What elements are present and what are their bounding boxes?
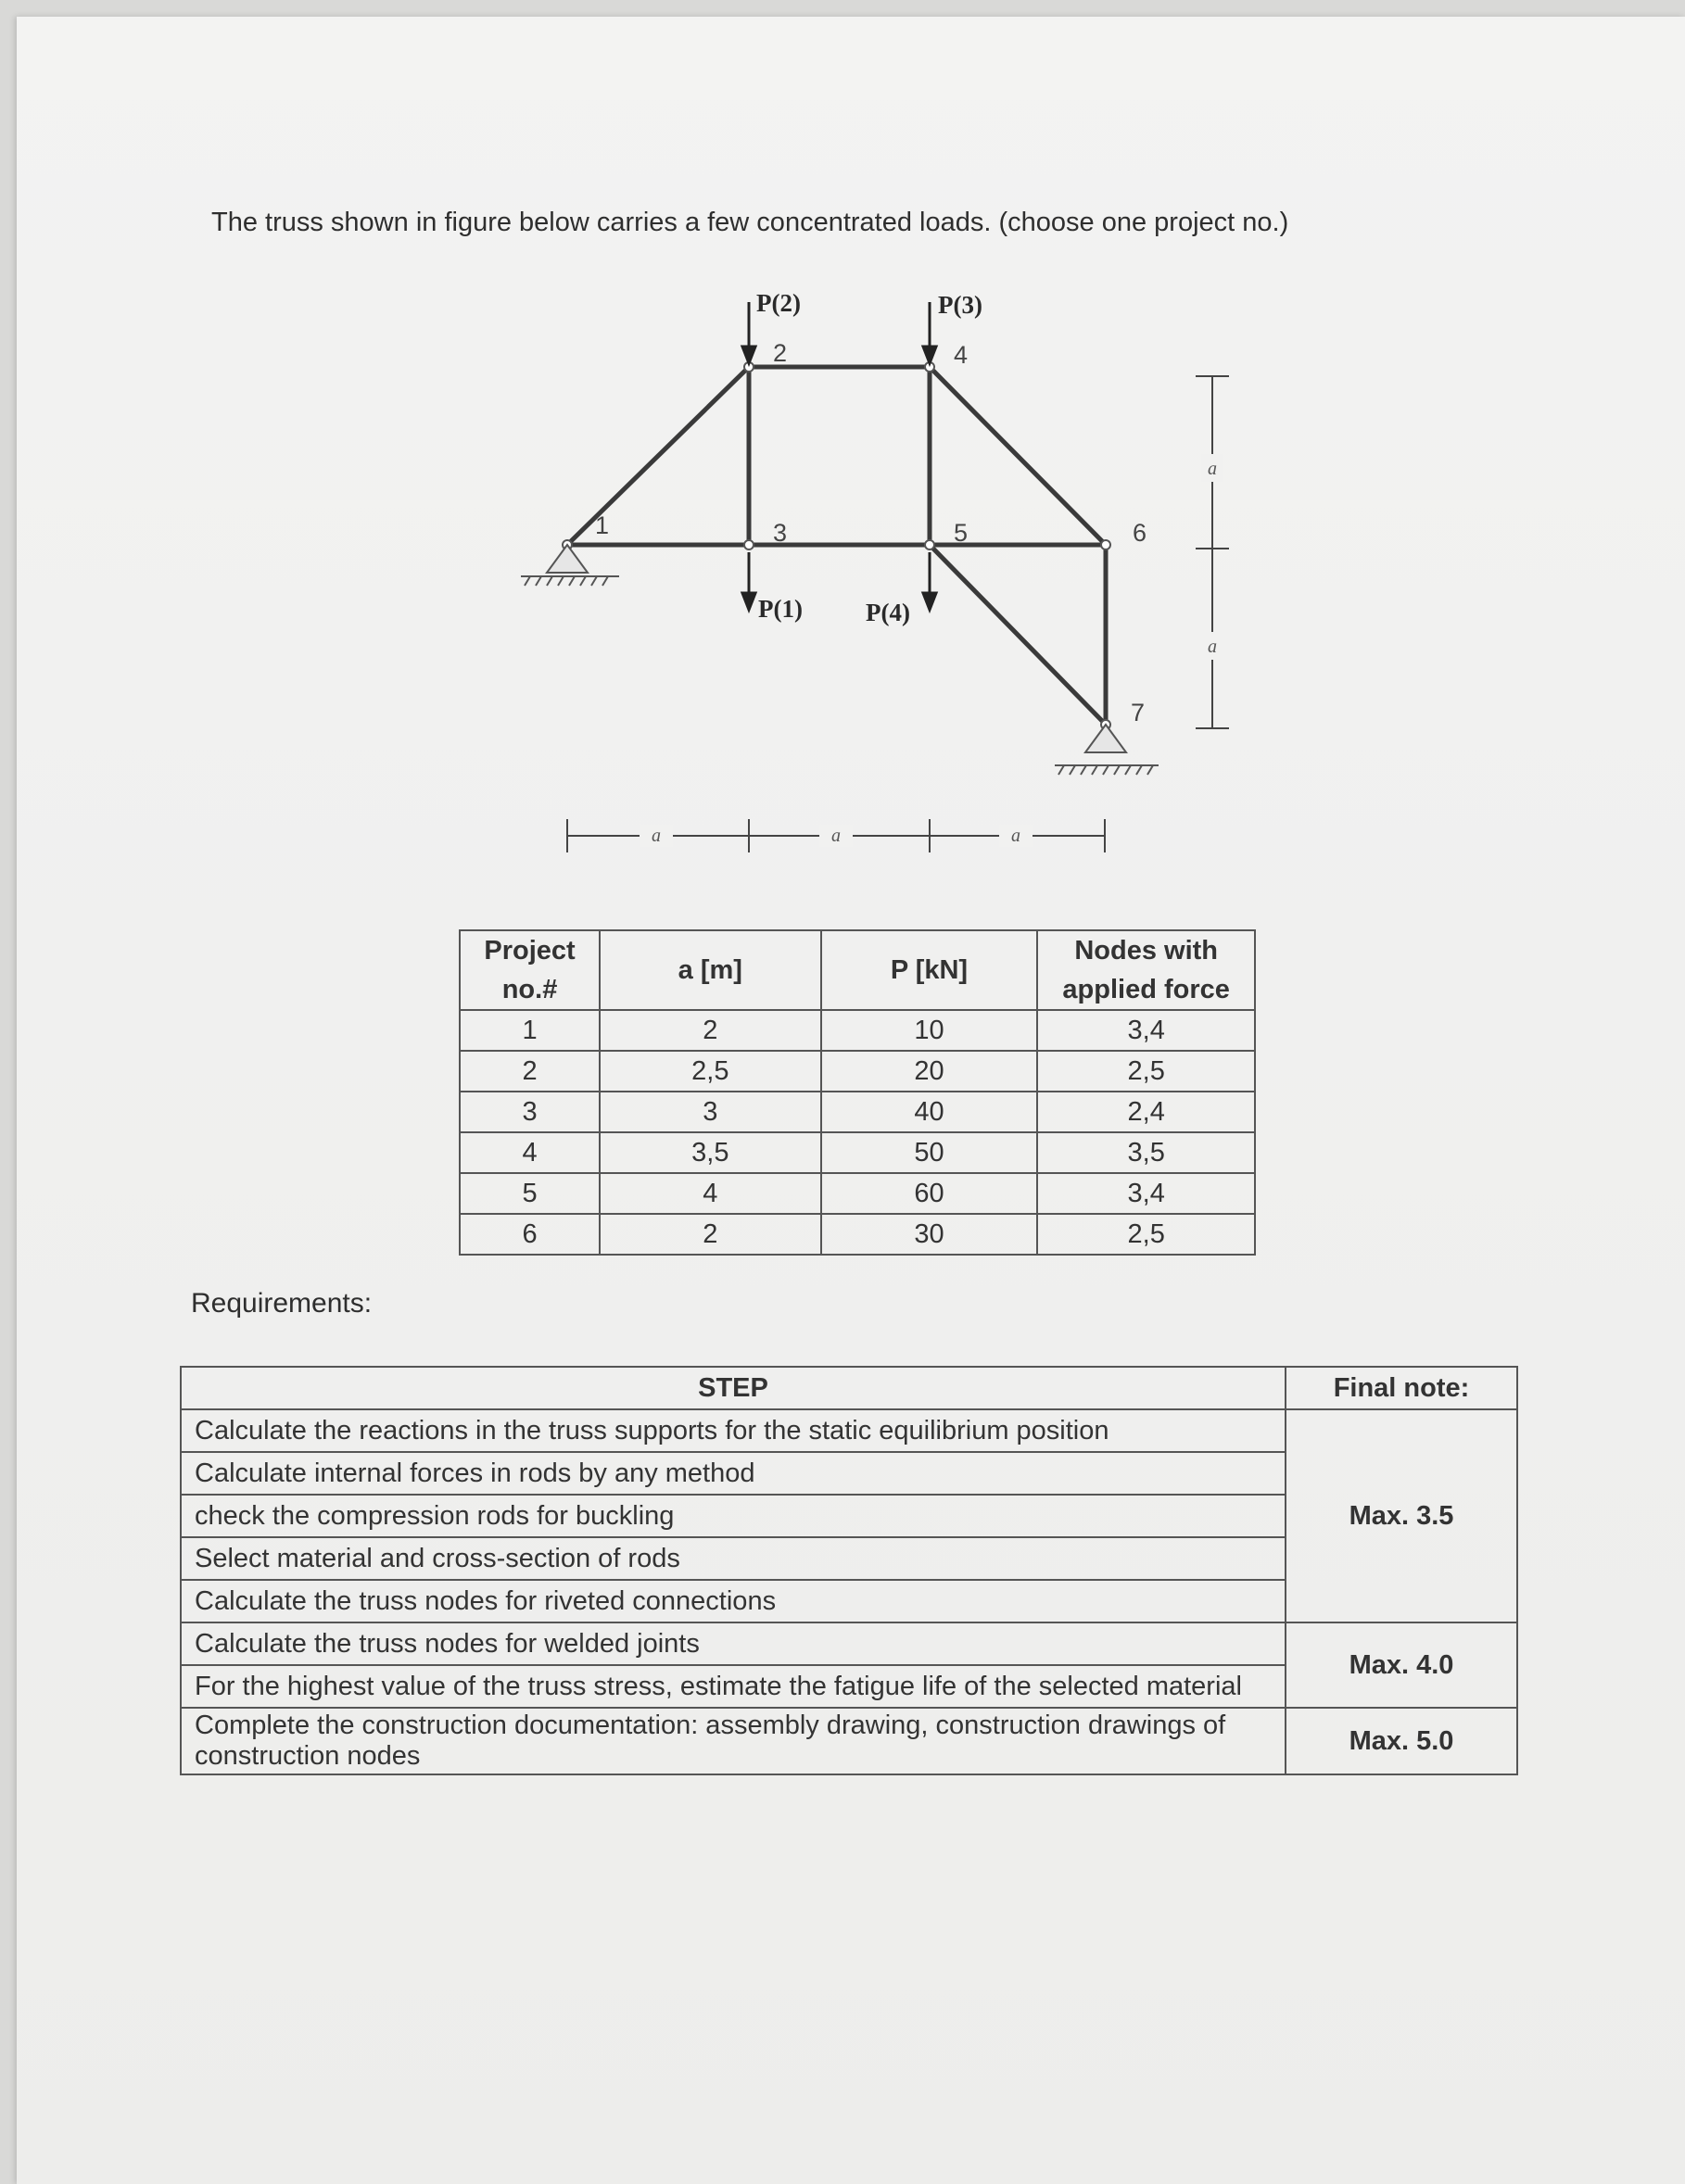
- table-cell: 20: [821, 1051, 1038, 1092]
- final-note-value: Max. 3.5: [1286, 1409, 1517, 1622]
- header-p: P [kN]: [821, 930, 1038, 1010]
- node-label-6: 6: [1133, 519, 1147, 547]
- table-row: [460, 1092, 1255, 1132]
- pin-support-left: [521, 545, 619, 586]
- joint-3: [744, 540, 754, 549]
- table-cell: 6: [460, 1214, 600, 1255]
- requirement-step: Complete the construction documentation: assembly drawing, construction drawings of construction nodes: [181, 1708, 1286, 1774]
- requirement-row: [181, 1708, 1517, 1774]
- table-cell: 60: [821, 1173, 1038, 1214]
- node-label-4: 4: [954, 341, 969, 369]
- requirement-step: check the compression rods for buckling: [181, 1495, 1286, 1537]
- table-row: [460, 1214, 1255, 1255]
- dim-label-a4: a: [1208, 459, 1217, 479]
- final-note-header: Final note:: [1286, 1367, 1517, 1409]
- load-arrow-p3: [923, 302, 936, 363]
- dim-label-a2: a: [831, 826, 841, 846]
- final-note-value: Max. 5.0: [1286, 1708, 1517, 1774]
- header-project: Project no.#: [460, 930, 600, 1010]
- intro-text: The truss shown in figure below carries a few concentrated loads. (choose one project no.): [211, 208, 1289, 237]
- table-cell: 2: [460, 1051, 600, 1092]
- table-cell: 2: [600, 1214, 821, 1255]
- table-cell: 4: [460, 1132, 600, 1173]
- table-cell: 2,4: [1037, 1092, 1255, 1132]
- node-label-7: 7: [1131, 699, 1146, 726]
- table-cell: 3,5: [1037, 1132, 1255, 1173]
- table-cell: 2,5: [1037, 1051, 1255, 1092]
- project-table: [459, 929, 1256, 1256]
- load-label-p2: P(2): [756, 289, 801, 317]
- table-cell: 4: [600, 1173, 821, 1214]
- requirements-table: [180, 1366, 1518, 1775]
- table-cell: 3,4: [1037, 1173, 1255, 1214]
- load-arrow-p4: [923, 552, 936, 610]
- table-row: [460, 1132, 1255, 1173]
- node-label-2: 2: [773, 339, 788, 367]
- table-cell: 2,5: [600, 1051, 821, 1092]
- table-cell: 10: [821, 1010, 1038, 1051]
- requirement-step: Select material and cross-section of rods: [181, 1537, 1286, 1580]
- table-cell: 3: [460, 1092, 600, 1132]
- table-cell: 2: [600, 1010, 821, 1051]
- requirement-step: Calculate internal forces in rods by any method: [181, 1452, 1286, 1495]
- table-cell: 3,5: [600, 1132, 821, 1173]
- step-header: STEP: [181, 1367, 1286, 1409]
- pin-support-right: [1055, 725, 1159, 775]
- node-label-3: 3: [773, 519, 788, 547]
- joint-5: [925, 540, 934, 549]
- table-row: [460, 1173, 1255, 1214]
- table-cell: 3,4: [1037, 1010, 1255, 1051]
- load-label-p3: P(3): [938, 291, 982, 319]
- requirements-header-row: [181, 1367, 1517, 1409]
- header-a: a [m]: [600, 930, 821, 1010]
- node-label-5: 5: [954, 519, 969, 547]
- node-label-1: 1: [595, 511, 610, 539]
- final-note-value: Max. 4.0: [1286, 1622, 1517, 1708]
- table-cell: 40: [821, 1092, 1038, 1132]
- dim-label-a3: a: [1011, 826, 1020, 846]
- dim-label-a1: a: [652, 826, 661, 846]
- requirement-row: [181, 1622, 1517, 1665]
- table-row: [460, 1010, 1255, 1051]
- joint-6: [1101, 540, 1110, 549]
- requirement-row: [181, 1409, 1517, 1452]
- header-nodes: Nodes with applied force: [1037, 930, 1255, 1010]
- requirement-step: Calculate the truss nodes for riveted connections: [181, 1580, 1286, 1622]
- truss-figure: [0, 0, 1685, 871]
- dim-label-a5: a: [1208, 637, 1217, 657]
- table-row: [460, 1051, 1255, 1092]
- project-table-header: [460, 930, 1255, 1010]
- table-cell: 50: [821, 1132, 1038, 1173]
- table-cell: 3: [600, 1092, 821, 1132]
- table-cell: 30: [821, 1214, 1038, 1255]
- requirement-step: Calculate the reactions in the truss supports for the static equilibrium position: [181, 1409, 1286, 1452]
- requirement-step: For the highest value of the truss stress, estimate the fatigue life of the selected material: [181, 1665, 1286, 1708]
- requirements-label: Requirements:: [191, 1288, 373, 1319]
- table-cell: 5: [460, 1173, 600, 1214]
- table-cell: 2,5: [1037, 1214, 1255, 1255]
- requirement-step: Calculate the truss nodes for welded joints: [181, 1622, 1286, 1665]
- load-label-p4: P(4): [866, 599, 910, 626]
- load-arrow-p1: [742, 552, 755, 610]
- table-cell: 1: [460, 1010, 600, 1051]
- load-arrow-p2: [742, 302, 755, 363]
- rod-5-7: [930, 545, 1106, 725]
- load-label-p1: P(1): [758, 595, 803, 623]
